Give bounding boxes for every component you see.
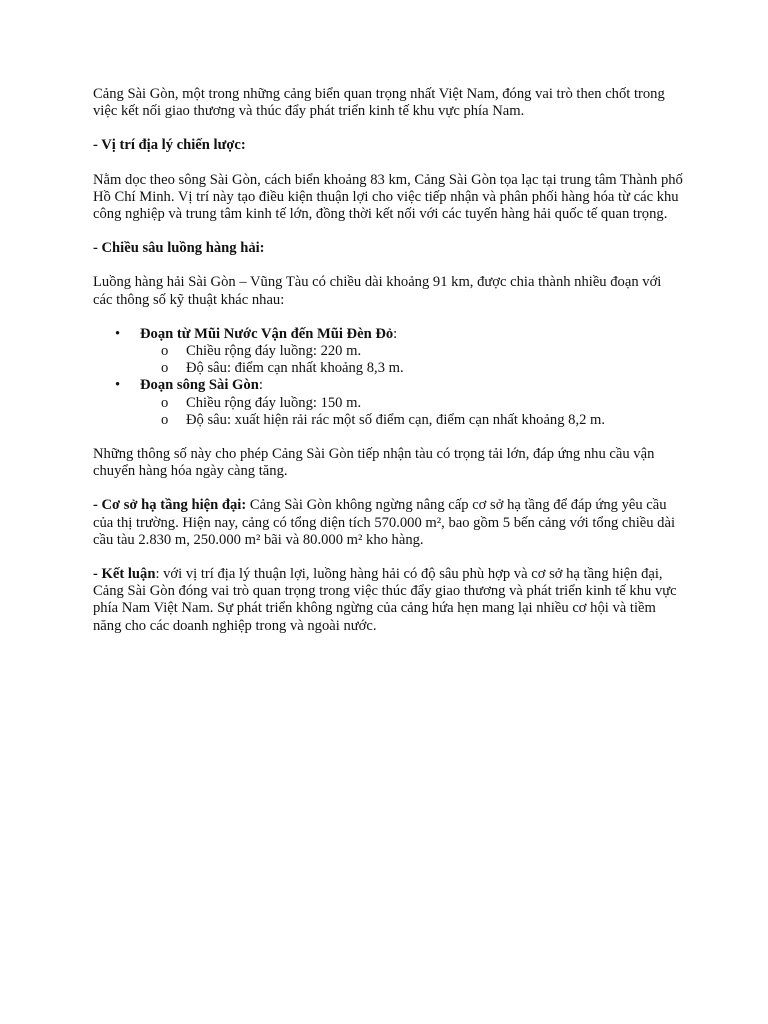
- segment-colon: :: [258, 377, 263, 394]
- infrastructure-heading: - Cơ sở hạ tầng hiện đại:: [93, 497, 247, 514]
- segment-name: Đoạn từ Mũi Nước Vận đến Mũi Đèn Đỏ: [140, 325, 394, 342]
- intro-paragraph: Cảng Sài Gòn, một trong những cảng biển quan trọng nhất Việt Nam, đóng vai trò then chốt trong việc kết nối giao thương và thúc đẩy phát triển kinh tế khu vực phía Nam.: [93, 86, 665, 120]
- segment-colon: :: [393, 325, 398, 342]
- segment-details: [140, 343, 683, 377]
- location-heading: [93, 137, 683, 154]
- segment-depth: o Độ sâu: điểm cạn nhất khoảng 8,3 m.: [140, 360, 683, 377]
- channel-segment-list: [93, 326, 683, 429]
- channel-summary: Những thông số này cho phép Cảng Sài Gòn tiếp nhận tàu có trọng tải lớn, đáp ứng nhu cầu vận chuyển hàng hóa ngày càng tăng.: [93, 446, 655, 480]
- location-paragraph: Nằm dọc theo sông Sài Gòn, cách biển khoảng 83 km, Cảng Sài Gòn tọa lạc tại trung tâm Thành phố Hồ Chí Minh. Vị trí này tạo điều kiện thuận lợi cho việc tiếp nhận và phân phối hàng hóa từ các khu công nghiệp và trung tâm kinh tế lớn, đồng thời kết nối với các tuyến hàng hải quốc tế quan trọng.: [93, 171, 683, 223]
- segment-width: o Chiều rộng đáy luồng: 220 m.: [140, 343, 683, 360]
- channel-heading-text: - Chiều sâu luồng hàng hải:: [93, 240, 265, 257]
- location-heading-text: - Vị trí địa lý chiến lược:: [93, 137, 246, 154]
- segment-name: Đoạn sông Sài Gòn: [140, 377, 259, 394]
- segment-depth: o Độ sâu: xuất hiện rải rác một số điểm cạn, điểm cạn nhất khoảng 8,2 m.: [140, 412, 683, 429]
- conclusion-heading: - Kết luận: [93, 566, 156, 583]
- channel-heading: [93, 240, 683, 257]
- segment-details: [140, 395, 683, 429]
- conclusion-paragraph: [93, 566, 683, 635]
- infrastructure-paragraph: [93, 497, 683, 549]
- list-item: [93, 377, 683, 429]
- conclusion-body: : với vị trí địa lý thuận lợi, luồng hàng hải có độ sâu phù hợp và cơ sở hạ tầng hiện đại, Cảng Sài Gòn đóng vai trò quan trọng trong việc thúc đẩy giao thương và phát triển kinh tế khu vực phía Nam Việt Nam. Sự phát triển không ngừng của cảng hứa hẹn mang lại nhiều cơ hội và tiềm năng cho các doanh nghiệp trong và ngoài nước.: [93, 566, 677, 634]
- list-item: [93, 326, 683, 378]
- channel-paragraph: Luồng hàng hải Sài Gòn – Vũng Tàu có chiều dài khoảng 91 km, được chia thành nhiều đoạn với các thông số kỹ thuật khác nhau:: [93, 274, 662, 308]
- segment-width: o Chiều rộng đáy luồng: 150 m.: [140, 395, 683, 412]
- infrastructure-body: Cảng Sài Gòn không ngừng nâng cấp cơ sở hạ tầng để đáp ứng yêu cầu của thị trường. Hiện nay, cảng có tổng diện tích 570.000 m², bao gồm 5 bến cảng với tổng chiều dài cầu tàu 2.830 m, 250.000 m² bãi và 80.000 m² kho hàng.: [93, 497, 676, 548]
- document-page: [93, 86, 683, 652]
